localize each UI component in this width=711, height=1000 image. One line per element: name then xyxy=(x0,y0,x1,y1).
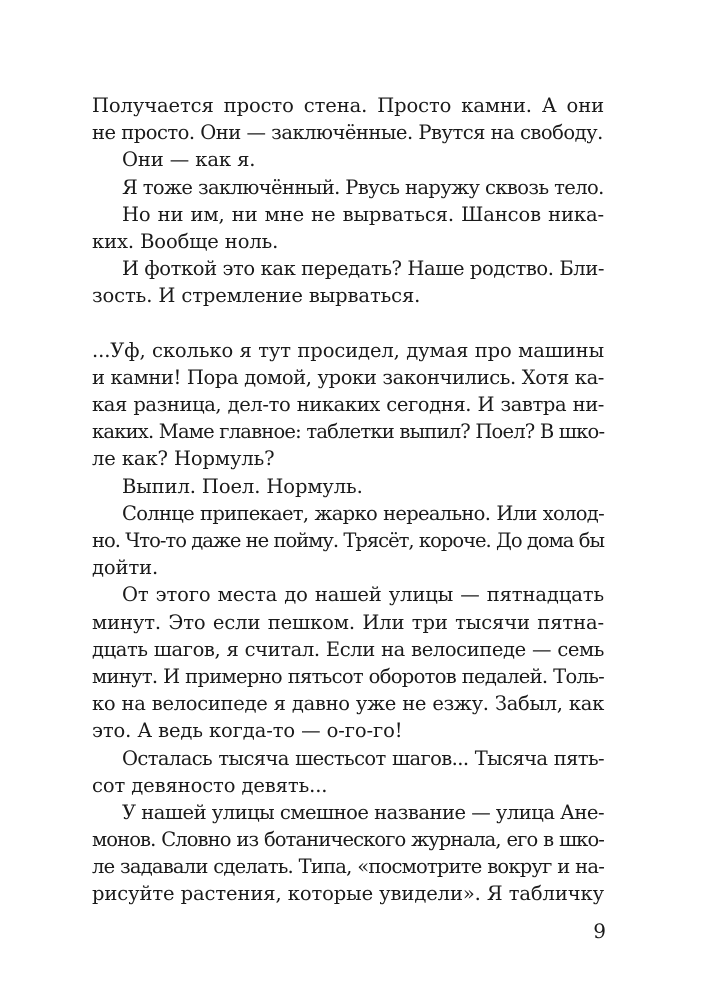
text-line: зость. И стремление вырваться. xyxy=(92,284,421,308)
text-line: сот девяносто девять... xyxy=(92,773,328,797)
text-line: кая разница, дел-то никаких сегодня. И завтра ни- xyxy=(92,393,604,417)
text-line: ле задавали сделать. Типа, «посмотрите вокруг и на- xyxy=(92,855,604,879)
text-line: но. Что-то даже не пойму. Трясёт, короче. До дома бы xyxy=(92,529,604,552)
text-line: Но ни им, ни мне не вырваться. Шансов ника- xyxy=(122,202,604,226)
text-line: дцать шагов, я считал. Если на велосипеде — семь xyxy=(92,637,604,661)
text-line: От этого места до нашей улицы — пятнадцать xyxy=(122,583,604,607)
text-line: монов. Словно из ботанического журнала, его в шко- xyxy=(92,828,604,852)
text-line: минут. И примерно пятьсот оборотов педалей. Толь- xyxy=(92,664,604,688)
text-line: У нашей улицы смешное название — улица Ане- xyxy=(122,800,605,824)
text-line: И фоткой это как передать? Наше родство. Бли- xyxy=(122,257,605,281)
text-line: ко на велосипеде я давно уже не езжу. Забыл, как xyxy=(92,692,604,716)
text-line: это. А ведь когда-то — о-го-го! xyxy=(92,719,403,743)
page-number: 9 xyxy=(593,919,606,943)
text-line: Я тоже заключённый. Рвусь наружу сквозь тело. xyxy=(122,175,604,199)
text-line: не просто. Они — заключённые. Рвутся на свободу. xyxy=(92,121,603,145)
section-break xyxy=(92,310,604,337)
body-text xyxy=(92,92,604,908)
text-line: Они — как я. xyxy=(122,148,256,172)
text-line: рисуйте растения, которые увидели». Я табличку xyxy=(92,882,604,906)
text-line: ...Уф, сколько я тут просидел, думая про машины xyxy=(92,338,604,362)
text-line: Получается просто стена. Просто камни. А они xyxy=(92,94,604,117)
text-line: Осталась тысяча шестьсот шагов... Тысяча пять- xyxy=(122,746,604,770)
text-line: ких. Вообще ноль. xyxy=(92,229,279,253)
text-line: Выпил. Поел. Нормуль. xyxy=(122,474,363,498)
text-line: Солнце припекает, жарко нереально. Или холод- xyxy=(122,501,604,525)
text-line: ле как? Нормуль? xyxy=(92,447,275,471)
text-line: и камни! Пора домой, уроки закончились. Хотя ка- xyxy=(92,365,604,389)
text-line: дойти. xyxy=(92,556,159,580)
text-line: минут. Это если пешком. Или три тысячи пятна- xyxy=(92,610,604,634)
text-line: каких. Маме главное: таблетки выпил? Поел? В шко- xyxy=(92,420,605,444)
